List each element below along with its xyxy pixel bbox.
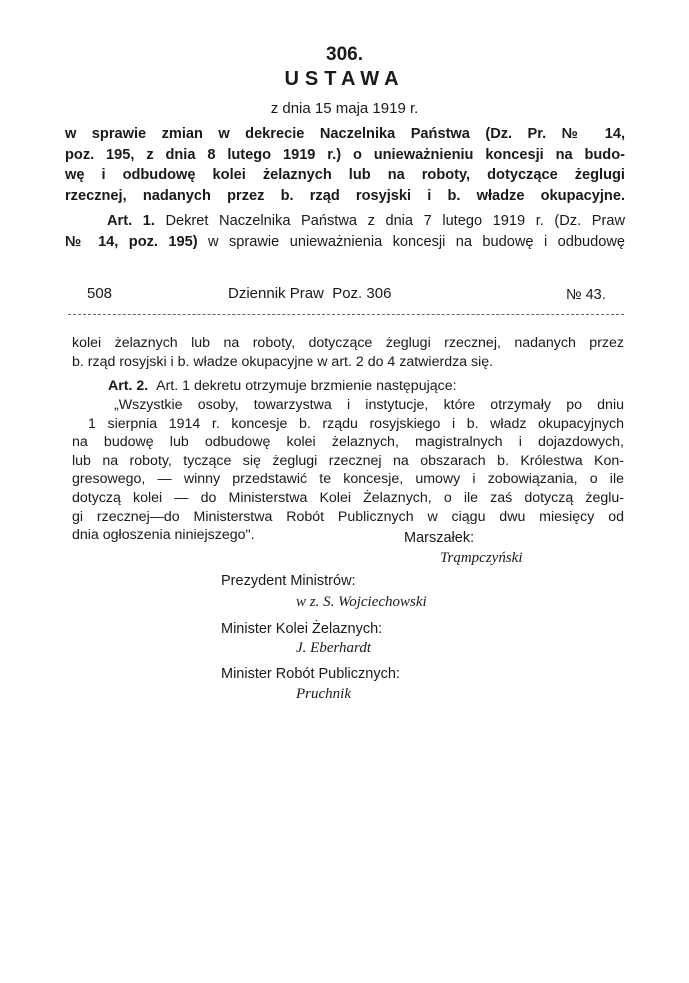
title-line: wę i odbudowę kolei żelaznych lub na roboty, dotyczące żeglugi — [65, 167, 625, 183]
quote-line: gi rzecznej—do Ministerstwa Robót Publicznych w ciągu dwu miesięcy od — [72, 508, 624, 525]
article-1-text: Dekret Naczelnika Państwa z dnia 7 lutego 1919 r. (Dz. Praw — [165, 213, 625, 229]
public-works-minister-label: Minister Robót Publicznych: — [221, 666, 400, 682]
article-2-intro-line — [72, 377, 624, 396]
article-2-quote — [72, 396, 624, 545]
quote-line: na budowę lub odbudowę kolei żelaznych, magistralnych i dojazdowych, — [72, 434, 624, 451]
title-line: poz. 195, z dnia 8 lutego 1919 r.) o unieważnieniu koncesji na budo- — [65, 146, 625, 163]
continuation-line: b. rząd rosyjski i b. władze okupacyjne w art. 2 do 4 zatwierdza się. — [72, 353, 494, 370]
marshal-signature: Trąmpczyński — [440, 550, 523, 566]
quote-line: „Wszystkie osoby, towarzystwa i instytucje, które otrzymały po dniu — [114, 397, 624, 413]
article-2-label: Art. 2. — [108, 378, 149, 394]
railways-minister-signature: J. Eberhardt — [296, 640, 371, 656]
act-title — [65, 124, 625, 206]
railways-minister-label: Minister Kolei Żelaznych: — [221, 621, 383, 637]
header-divider — [68, 314, 624, 315]
title-line: rzecznej, nadanych przez b. rząd rosyjski i b. władze okupacyjne. — [65, 187, 625, 204]
public-works-minister-signature: Pruchnik — [296, 686, 351, 702]
page-number: 508 — [87, 285, 113, 302]
quote-line: dotyczą kolei — do Ministerstwa Kolei Żelaznych, o ile zaś dotyczą żeglu- — [72, 489, 624, 506]
continuation-line: kolei żelaznych lub na roboty, dotyczące żeglugi rzecznej, nadanych przez — [72, 335, 624, 351]
article-1 — [65, 211, 625, 253]
act-date: z dnia 15 maja 1919 r. — [270, 100, 419, 117]
title-line: w sprawie zmian w dekrecie Naczelnika Państwa (Dz. Pr. № 14, — [65, 126, 625, 142]
article-1-label: Art. 1. — [107, 213, 155, 229]
quote-line: dnia ogłoszenia niniejszego". — [72, 527, 255, 544]
article-1-text: w sprawie unieważnienia koncesji na budowę i odbudowę — [208, 234, 625, 250]
article-1-line — [65, 232, 625, 253]
act-number: 306. — [326, 44, 363, 65]
quote-line: 1 sierpnia 1914 r. koncesje b. rządu rosyjskiego i b. władz okupacyjnych — [88, 415, 624, 432]
document-type-heading: USTAWA — [284, 68, 405, 90]
article-2-intro-text: Art. 1 dekretu otrzymuje brzmienie następujące: — [156, 378, 457, 394]
issue-number: № 43. — [566, 287, 606, 303]
marshal-label: Marszałek: — [404, 530, 475, 546]
quote-line: lub na roboty, tyczące się żeglugi rzecznej na obszarach b. Królestwa Kon- — [72, 452, 624, 469]
journal-header: Dziennik Praw Poz. 306 — [228, 285, 392, 302]
article-2-intro — [72, 377, 624, 396]
quote-line: gresowego, — winny przedstawić te koncesje, umowy i zobowiązania, o ile — [72, 471, 624, 488]
prime-minister-label: Prezydent Ministrów: — [221, 573, 356, 589]
prime-minister-signature: w z. S. Wojciechowski — [296, 594, 427, 610]
article-1-reference: № 14, poz. 195) — [65, 234, 198, 250]
continuation-paragraph — [72, 334, 624, 371]
article-1-line — [65, 211, 625, 232]
